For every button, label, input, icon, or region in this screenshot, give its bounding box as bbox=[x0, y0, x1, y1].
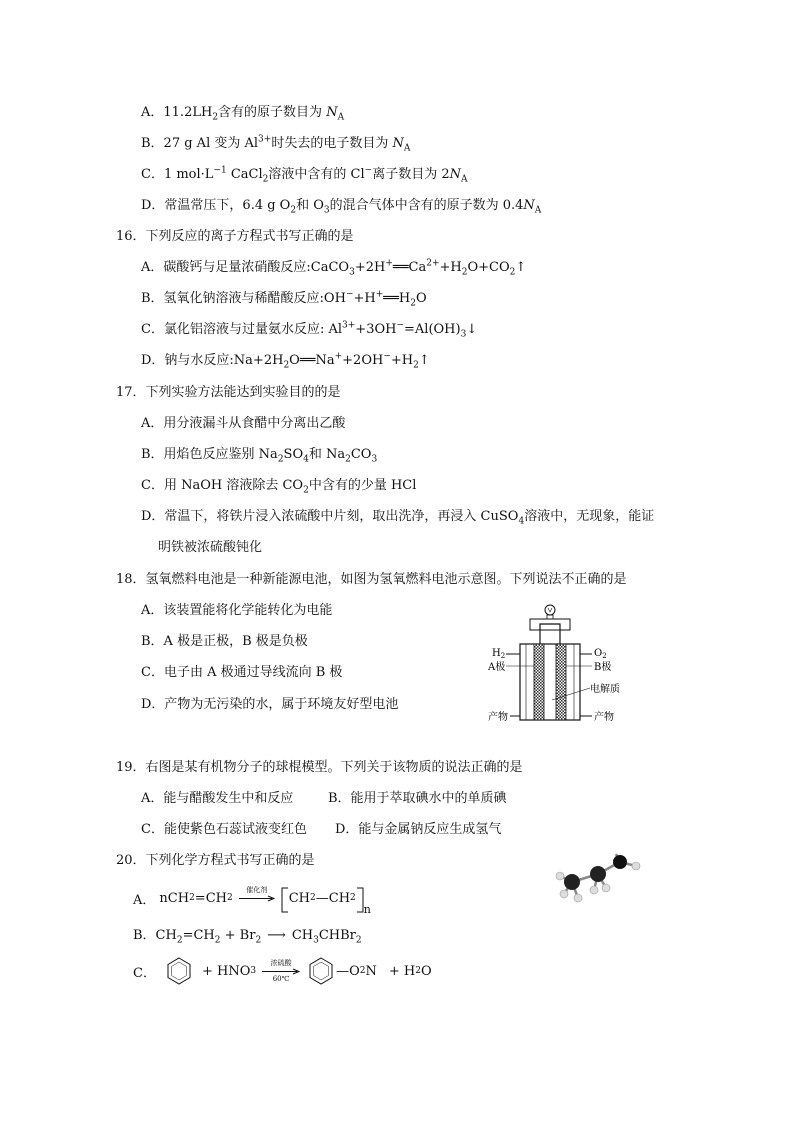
electrode-b bbox=[556, 644, 566, 720]
oxygen-atom bbox=[613, 855, 627, 869]
electrolyte-label: 电解质 bbox=[590, 684, 620, 695]
q16-stem: 16．下列反应的离子方程式书写正确的是 bbox=[116, 229, 354, 244]
o2-label: $O_2$ bbox=[594, 648, 607, 660]
q18-stem: 18．氢氧燃料电池是一种新能源电池，如图为氢氧燃料电池示意图。下列说法不正确的是 bbox=[116, 572, 627, 587]
q20-stem: 20．下列化学方程式书写正确的是 bbox=[116, 853, 315, 868]
bulb-icon bbox=[545, 605, 555, 619]
b-pole-label: B极 bbox=[594, 662, 612, 673]
q18-option-d: D．产物为无污染的水，属于环境友好型电池 bbox=[141, 697, 399, 712]
q18-option-b: B．A 极是正极，B 极是负极 bbox=[141, 634, 308, 649]
q19-stem: 19．右图是某有机物分子的球棍模型。下列关于该物质的说法正确的是 bbox=[116, 760, 523, 775]
q16-option-a: A．碳酸钙与足量浓硝酸反应$:CaCO_3+2H^+══Ca^{2+}+H_2O+CO_2↑$ bbox=[141, 258, 527, 278]
a-pole-label: A极 bbox=[488, 662, 506, 673]
q19-option-b: B．能用于萃取碘水中的单质碘 bbox=[328, 791, 507, 806]
polymer-bracket: CH 2 —CH 2 bbox=[281, 891, 364, 906]
q17-option-b: B．用焰色反应鉴别 $Na_2SO_4$和 $Na_2CO_3$ bbox=[141, 447, 378, 465]
q20-option-c: C． + HNO 3 浓硫酸 60℃ — O 2 N + H 2 O bbox=[133, 954, 432, 988]
q15-option-d: D．常温常压下，6.4 g $O_2$和 $O_3$的混合气体中含有的原子数为 $0.4N_A$ bbox=[141, 198, 542, 216]
q17-stem: 17．下列实验方法能达到实验目的的是 bbox=[116, 385, 341, 400]
nitrobenzene-ring-icon bbox=[306, 956, 336, 986]
q17-option-d-continued: 明铁被浓硫酸钝化 bbox=[158, 540, 263, 555]
q17-option-a: A．用分液漏斗从食醋中分离出乙酸 bbox=[141, 416, 346, 431]
carbon-atom-2 bbox=[590, 866, 606, 882]
q15-option-c: C．1 $mol\cdot L^{-1}$ CaCl$_2$溶液中含有的 Cl−离子数目为 $2N_A$ bbox=[141, 165, 468, 185]
product-right-label: 产物 bbox=[594, 712, 614, 723]
h2-label: $H_2$ bbox=[492, 648, 506, 660]
q15-option-b: B．27 g Al 变为 $Al^{3+}$时失去的电子数目为 $N_A$ bbox=[141, 134, 411, 154]
electrode-a bbox=[534, 644, 544, 720]
q19-option-a: A．能与醋酸发生中和反应 bbox=[141, 791, 294, 806]
q15-option-a: A．$11.2LH_2$含有的原子数目为 $N_A$ bbox=[141, 105, 345, 123]
q16-option-d: D．钠与水反应$:Na+2H_2O══Na^++2OH^-+H_2↑$ bbox=[141, 351, 430, 371]
q19-option-c: C．能使紫色石蕊试液变红色 bbox=[141, 822, 307, 837]
q18-option-a: A．该装置能将化学能转化为电能 bbox=[141, 603, 333, 618]
q20-option-b: B．$CH_2=CH_2 + Br_2$ ⟶ $CH_3CHBr_2$ bbox=[133, 928, 362, 946]
q20-option-a: A． n CH 2 =CH 2 催化剂 CH 2 —CH 2 n bbox=[133, 885, 371, 916]
ball-stick-model bbox=[548, 850, 648, 914]
q17-option-d: D．常温下，将铁片浸入浓硫酸中片刻，取出洗净，再浸入 CuSO$_4$溶液中，无现象，能证 bbox=[141, 509, 655, 527]
benzene-ring-icon bbox=[164, 956, 194, 986]
q16-option-c: C．氯化铝溶液与过量氨水反应: $Al^{3+}+3OH^-=Al(OH)_3↓$ bbox=[141, 320, 478, 340]
reaction-arrow: 催化剂 bbox=[239, 886, 275, 911]
product-left-label: 产物 bbox=[488, 712, 508, 723]
q17-option-c: C．用 NaOH 溶液除去 $CO_2$中含有的少量 HCl bbox=[141, 478, 417, 496]
q16-option-b: B．氢氧化钠溶液与稀醋酸反应$:OH^-+H^+══H_2O$ bbox=[141, 289, 427, 309]
carbon-atom-1 bbox=[564, 874, 580, 890]
q18-option-c: C．电子由 A 极通过导线流向 B 极 bbox=[141, 665, 343, 680]
q19-option-d: D．能与金属钠反应生成氢气 bbox=[335, 822, 502, 837]
nitration-arrow: 浓硫酸 60℃ bbox=[262, 959, 300, 984]
fuel-cell-diagram bbox=[486, 604, 636, 726]
